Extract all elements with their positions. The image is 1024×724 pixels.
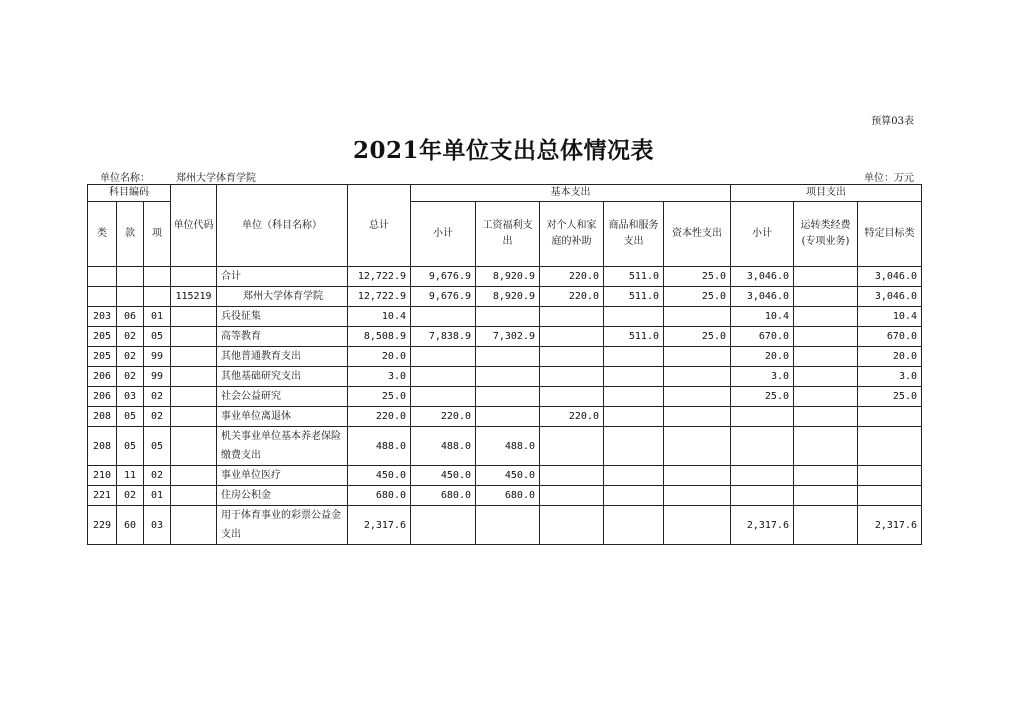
- cell-transfer: [794, 466, 858, 486]
- cell-wages: 680.0: [476, 486, 540, 506]
- cell-total: 450.0: [348, 466, 411, 486]
- cell-subsidy: [540, 387, 604, 407]
- cell-project-subtotal: [731, 407, 794, 427]
- cell-specific: 25.0: [858, 387, 922, 407]
- cell-transfer: [794, 407, 858, 427]
- cell-project-subtotal: 3,046.0: [731, 267, 794, 287]
- unit-name: 郑州大学体育学院: [176, 173, 256, 184]
- cell-goods: [604, 307, 664, 327]
- cell-name: 合计: [217, 267, 348, 287]
- cell-total: 25.0: [348, 387, 411, 407]
- cell-kuan: 03: [117, 387, 144, 407]
- cell-goods: [604, 427, 664, 466]
- cell-unit-code: [171, 307, 217, 327]
- table-row: [88, 486, 922, 506]
- header-unit-code: 单位代码: [171, 185, 217, 267]
- cell-transfer: [794, 307, 858, 327]
- cell-goods: [604, 347, 664, 367]
- cell-lei: 206: [88, 387, 117, 407]
- cell-kuan: [117, 287, 144, 307]
- cell-specific: [858, 407, 922, 427]
- cell-wages: [476, 407, 540, 427]
- cell-specific: 10.4: [858, 307, 922, 327]
- cell-transfer: [794, 287, 858, 307]
- cell-total: 8,508.9: [348, 327, 411, 347]
- cell-wages: 450.0: [476, 466, 540, 486]
- cell-capital: 25.0: [664, 327, 731, 347]
- cell-goods: [604, 466, 664, 486]
- cell-name: 用于体育事业的彩票公益金支出: [217, 506, 348, 545]
- cell-unit-code: [171, 486, 217, 506]
- cell-xiang: 02: [144, 407, 171, 427]
- cell-goods: 511.0: [604, 327, 664, 347]
- cell-subsidy: 220.0: [540, 267, 604, 287]
- cell-goods: 511.0: [604, 287, 664, 307]
- cell-capital: [664, 466, 731, 486]
- cell-subsidy: [540, 506, 604, 545]
- header-subject-code: 科目编码: [88, 185, 171, 202]
- cell-name: 事业单位医疗: [217, 466, 348, 486]
- cell-lei: [88, 267, 117, 287]
- cell-unit-code: [171, 506, 217, 545]
- cell-subsidy: [540, 347, 604, 367]
- cell-unit-code: [171, 347, 217, 367]
- cell-capital: [664, 387, 731, 407]
- table-row: [88, 427, 922, 466]
- cell-unit-code: [171, 427, 217, 466]
- cell-lei: 203: [88, 307, 117, 327]
- cell-transfer: [794, 387, 858, 407]
- cell-lei: [88, 287, 117, 307]
- cell-lei: 221: [88, 486, 117, 506]
- cell-xiang: 01: [144, 307, 171, 327]
- table-row: [88, 407, 922, 427]
- cell-total: 3.0: [348, 367, 411, 387]
- form-number: 预算03表: [871, 116, 914, 127]
- header-xiang: 项: [144, 202, 171, 267]
- cell-basic-subtotal: 488.0: [411, 427, 476, 466]
- header-subsidy: 对个人和家庭的补助: [540, 202, 604, 267]
- cell-name: 其他普通教育支出: [217, 347, 348, 367]
- header-unit-name: 单位（科目名称）: [217, 185, 348, 267]
- cell-subsidy: 220.0: [540, 287, 604, 307]
- cell-project-subtotal: 20.0: [731, 347, 794, 367]
- cell-project-subtotal: 3,046.0: [731, 287, 794, 307]
- header-basic-subtotal: 小计: [411, 202, 476, 267]
- cell-goods: [604, 387, 664, 407]
- cell-transfer: [794, 367, 858, 387]
- cell-capital: [664, 427, 731, 466]
- table-row: [88, 327, 922, 347]
- cell-subsidy: [540, 327, 604, 347]
- cell-wages: [476, 367, 540, 387]
- cell-goods: 511.0: [604, 267, 664, 287]
- cell-project-subtotal: [731, 486, 794, 506]
- cell-lei: 210: [88, 466, 117, 486]
- cell-lei: 208: [88, 427, 117, 466]
- cell-kuan: 05: [117, 407, 144, 427]
- table-row: [88, 307, 922, 327]
- cell-project-subtotal: 25.0: [731, 387, 794, 407]
- cell-lei: 206: [88, 367, 117, 387]
- cell-unit-code: [171, 466, 217, 486]
- table-row: [88, 466, 922, 486]
- cell-subsidy: [540, 466, 604, 486]
- header-capital: 资本性支出: [664, 202, 731, 267]
- cell-unit-code: [171, 267, 217, 287]
- cell-transfer: [794, 486, 858, 506]
- cell-total: 488.0: [348, 427, 411, 466]
- cell-specific: 3,046.0: [858, 267, 922, 287]
- cell-wages: [476, 387, 540, 407]
- cell-subsidy: [540, 307, 604, 327]
- cell-basic-subtotal: 9,676.9: [411, 287, 476, 307]
- cell-transfer: [794, 347, 858, 367]
- cell-transfer: [794, 327, 858, 347]
- cell-wages: 488.0: [476, 427, 540, 466]
- cell-lei: 208: [88, 407, 117, 427]
- cell-total: 680.0: [348, 486, 411, 506]
- cell-basic-subtotal: [411, 506, 476, 545]
- cell-kuan: 60: [117, 506, 144, 545]
- cell-total: 12,722.9: [348, 287, 411, 307]
- unit-label: 单位名称：: [100, 173, 150, 184]
- cell-basic-subtotal: [411, 307, 476, 327]
- cell-capital: [664, 367, 731, 387]
- cell-project-subtotal: 670.0: [731, 327, 794, 347]
- cell-capital: 25.0: [664, 287, 731, 307]
- currency-unit: 单位：万元: [864, 173, 914, 184]
- cell-unit-code: [171, 387, 217, 407]
- cell-subsidy: 220.0: [540, 407, 604, 427]
- cell-name: 其他基础研究支出: [217, 367, 348, 387]
- cell-specific: [858, 486, 922, 506]
- cell-xiang: 02: [144, 466, 171, 486]
- cell-lei: 205: [88, 327, 117, 347]
- header-specific: 特定目标类: [858, 202, 922, 267]
- cell-transfer: [794, 427, 858, 466]
- cell-basic-subtotal: 680.0: [411, 486, 476, 506]
- cell-basic-subtotal: 9,676.9: [411, 267, 476, 287]
- cell-xiang: 02: [144, 387, 171, 407]
- cell-total: 12,722.9: [348, 267, 411, 287]
- cell-capital: [664, 307, 731, 327]
- cell-specific: 670.0: [858, 327, 922, 347]
- cell-xiang: 05: [144, 427, 171, 466]
- cell-xiang: 03: [144, 506, 171, 545]
- cell-goods: [604, 506, 664, 545]
- cell-project-subtotal: 10.4: [731, 307, 794, 327]
- cell-xiang: 01: [144, 486, 171, 506]
- cell-capital: [664, 486, 731, 506]
- table-row: [88, 506, 922, 545]
- cell-specific: 2,317.6: [858, 506, 922, 545]
- cell-basic-subtotal: [411, 367, 476, 387]
- cell-goods: [604, 367, 664, 387]
- expenditure-table: [87, 184, 922, 545]
- cell-kuan: 06: [117, 307, 144, 327]
- cell-xiang: 99: [144, 347, 171, 367]
- cell-specific: 20.0: [858, 347, 922, 367]
- header-total: 总计: [348, 185, 411, 267]
- header-project-subtotal: 小计: [731, 202, 794, 267]
- cell-project-subtotal: [731, 427, 794, 466]
- cell-capital: [664, 506, 731, 545]
- cell-total: 220.0: [348, 407, 411, 427]
- cell-kuan: 02: [117, 327, 144, 347]
- cell-basic-subtotal: 7,838.9: [411, 327, 476, 347]
- cell-total: 10.4: [348, 307, 411, 327]
- cell-wages: 7,302.9: [476, 327, 540, 347]
- cell-specific: [858, 466, 922, 486]
- cell-wages: [476, 307, 540, 327]
- cell-basic-subtotal: 220.0: [411, 407, 476, 427]
- cell-unit-code: [171, 327, 217, 347]
- cell-xiang: [144, 287, 171, 307]
- cell-kuan: [117, 267, 144, 287]
- cell-capital: [664, 347, 731, 367]
- table-row: [88, 287, 922, 307]
- cell-project-subtotal: [731, 466, 794, 486]
- cell-kuan: 02: [117, 367, 144, 387]
- cell-name: 郑州大学体育学院: [217, 287, 348, 307]
- cell-unit-code: [171, 407, 217, 427]
- cell-wages: [476, 347, 540, 367]
- cell-project-subtotal: 3.0: [731, 367, 794, 387]
- cell-goods: [604, 486, 664, 506]
- cell-subsidy: [540, 486, 604, 506]
- cell-wages: [476, 506, 540, 545]
- cell-wages: 8,920.9: [476, 267, 540, 287]
- table-row: [88, 347, 922, 367]
- cell-xiang: 99: [144, 367, 171, 387]
- cell-kuan: 02: [117, 347, 144, 367]
- cell-wages: 8,920.9: [476, 287, 540, 307]
- cell-name: 高等教育: [217, 327, 348, 347]
- cell-unit-code: 115219: [171, 287, 217, 307]
- cell-total: 2,317.6: [348, 506, 411, 545]
- cell-project-subtotal: 2,317.6: [731, 506, 794, 545]
- table-row: [88, 367, 922, 387]
- cell-xiang: 05: [144, 327, 171, 347]
- cell-specific: 3,046.0: [858, 287, 922, 307]
- cell-unit-code: [171, 367, 217, 387]
- header-wages: 工资福利支出: [476, 202, 540, 267]
- cell-kuan: 11: [117, 466, 144, 486]
- cell-kuan: 02: [117, 486, 144, 506]
- unit-info: [100, 169, 256, 184]
- table-row: [88, 387, 922, 407]
- page-title: 2021年单位支出总体情况表: [352, 137, 654, 164]
- cell-lei: 205: [88, 347, 117, 367]
- cell-xiang: [144, 267, 171, 287]
- cell-basic-subtotal: [411, 347, 476, 367]
- cell-name: 社会公益研究: [217, 387, 348, 407]
- cell-name: 事业单位离退休: [217, 407, 348, 427]
- header-kuan: 款: [117, 202, 144, 267]
- cell-basic-subtotal: [411, 387, 476, 407]
- header-lei: 类: [88, 202, 117, 267]
- header-project-expenditure: 项目支出: [731, 185, 922, 202]
- cell-specific: 3.0: [858, 367, 922, 387]
- cell-transfer: [794, 267, 858, 287]
- cell-basic-subtotal: 450.0: [411, 466, 476, 486]
- header-basic-expenditure: 基本支出: [411, 185, 731, 202]
- header-goods-services: 商品和服务支出: [604, 202, 664, 267]
- cell-goods: [604, 407, 664, 427]
- cell-capital: 25.0: [664, 267, 731, 287]
- cell-lei: 229: [88, 506, 117, 545]
- cell-transfer: [794, 506, 858, 545]
- cell-total: 20.0: [348, 347, 411, 367]
- cell-subsidy: [540, 427, 604, 466]
- cell-subsidy: [540, 367, 604, 387]
- cell-name: 机关事业单位基本养老保险缴费支出: [217, 427, 348, 466]
- table-row: [88, 267, 922, 287]
- cell-name: 住房公积金: [217, 486, 348, 506]
- cell-name: 兵役征集: [217, 307, 348, 327]
- cell-kuan: 05: [117, 427, 144, 466]
- cell-specific: [858, 427, 922, 466]
- header-transfer: 运转类经费(专项业务): [794, 202, 858, 267]
- cell-capital: [664, 407, 731, 427]
